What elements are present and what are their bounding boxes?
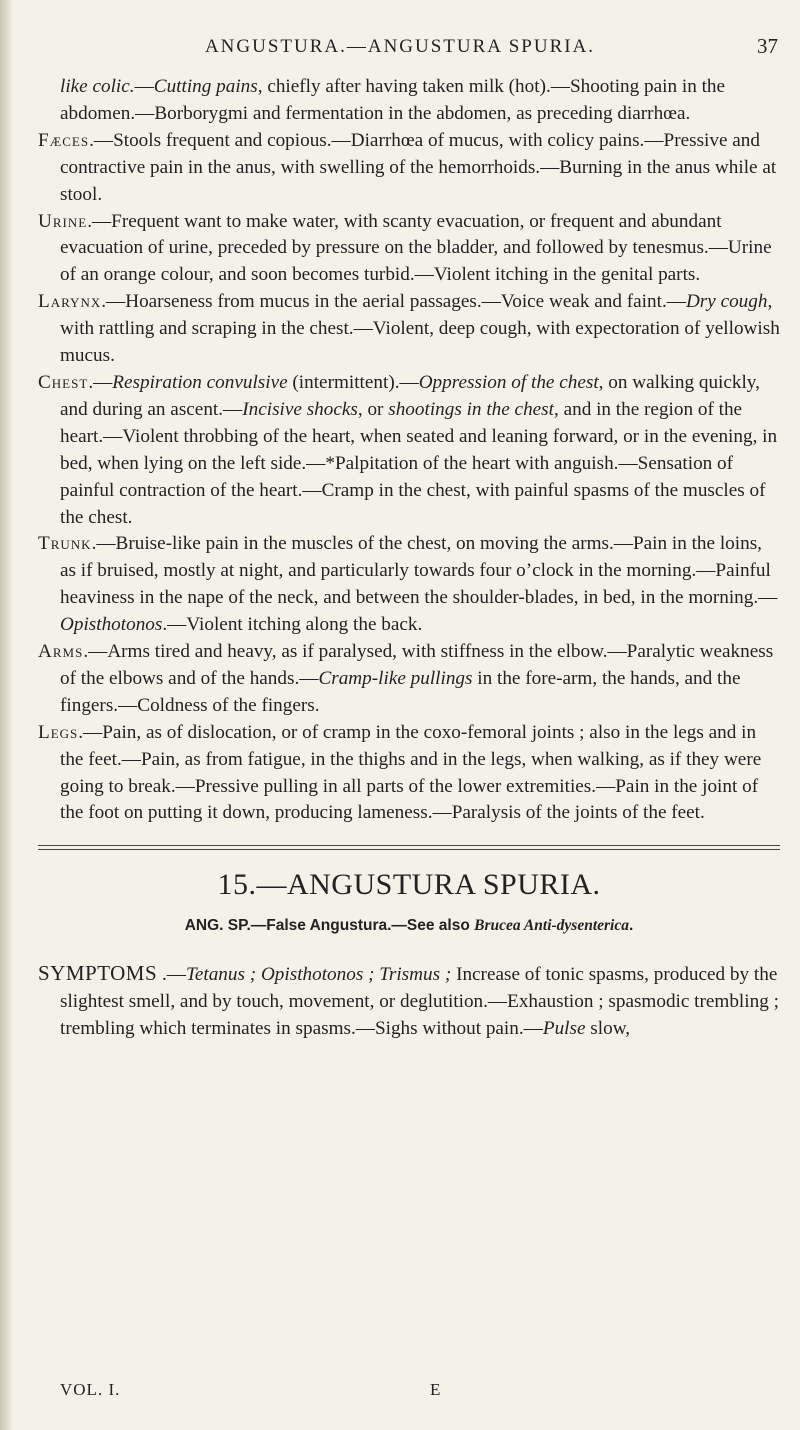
symptom-entry [38,74,780,128]
entry-heading: Larynx [38,291,102,313]
text-run: .—Frequent want to make water, with scanty evacuation, or frequent and abundant evacuation of urine, preceded by pressure on the bladder, and followed by tenesmus.—Urine of an orange colour, and soon becomes turbid.—Violent itching in the genital parts. [60,210,772,286]
symptom-entry [38,209,780,290]
section-rule-top [38,845,780,846]
section-title: 15.—ANGUSTURA SPURIA. [217,868,601,902]
italic-phrase: Opisthotonos [60,614,163,636]
synonym-line [38,913,780,940]
running-head [0,30,800,60]
italic-phrase: Tetanus ; Opisthotonos ; Trismus ; [185,964,452,986]
body-text [38,74,780,1043]
text-run: , chiefly after having taken milk (hot).—Shooting pain in the abdomen.—Borborygmi and fermentation in the abdomen, as preceding diarrhœa. [60,76,726,124]
symptom-entry [38,639,780,720]
signature-mark: E [430,1380,442,1399]
text-run: .—Pain, as of dislocation, or of cramp in the coxo-femoral joints ; also in the legs and in the feet.—Pain, as from fatigue, in the thighs and in the legs, when walking, as if they were going to break.—Pressive pulling in all parts of the lower extremities.—Pain in the joint of the foot on putting it down, producing lameness.—Paralysis of the joints of the feet. [60,721,762,824]
italic-phrase: shootings in the chest [388,398,554,420]
symptoms-lead: SYMPTOMS [38,961,158,986]
section-rule-bottom [38,849,780,850]
entry-heading: Legs [38,721,79,743]
symptom-entry [38,531,780,639]
italic-phrase: Respiration convulsive [112,371,288,393]
entry-heading: Fæces [38,129,90,151]
text-run: , and in the region of the heart.—Violent throbbing of the heart, when seated and leaning forward, or in the evening, in bed, when lying on the left side.—*Palpitation of the heart with anguish.—Sensation of painful contraction of the heart.—Cramp in the chest, with painful spasms of the muscles of the chest. [60,398,778,528]
text-run: in the fore-arm, the hands, and the fingers.—Coldness of the fingers. [60,667,741,716]
italic-phrase: Dry cough [685,291,768,313]
text-run: .—Bruise-like pain in the muscles of the chest, on moving the arms.—Pain in the loins, as if bruised, mostly at night, and particularly towards four o’clock in the morning.—Painful heaviness in the nape of the neck, and between the shoulder-blades, in bed, in the morning.— [60,533,778,609]
italic-phrase: Pulse [542,1018,586,1039]
symptom-entries [38,74,780,827]
entry-heading: Urine [38,210,88,232]
symptoms-paragraph [38,960,780,1043]
text-run: (intermittent).— [287,371,419,393]
italic-phrase: Cramp-like pullings [318,667,473,689]
page-footer [60,1380,760,1404]
synonym-text: ANG. SP.—False Angustura.—See also [184,917,475,935]
text-run: — [134,76,154,97]
italic-phrase: Oppression of the chest [418,371,599,393]
text-run: , or [357,398,389,420]
symptom-entry [38,720,780,828]
text-run: .—Arms tired and heavy, as if paralysed, with stiffness in the elbow.—Paralytic weakness of the elbows and of the hands.— [60,641,774,689]
entry-heading: Trunk [38,533,92,555]
synonym-crossref: Brucea Anti-dysenterica [474,917,629,935]
synonym-end: . [628,917,634,935]
italic-phrase: Incisive shocks [242,398,358,420]
symptom-entry [38,370,780,531]
symptom-entry [38,128,780,209]
text-run: .—Violent itching along the back. [162,614,423,636]
page-number: 37 [757,34,778,58]
volume-mark: VOL. I. [60,1380,121,1399]
text-run: .— [161,964,186,986]
text-run: .—Stools frequent and copious.—Diarrhœa of mucus, with colicy pains.—Pressive and contractive pain in the anus, with swelling of the hemorrhoids.—Burning in the anus while at stool. [60,129,777,205]
running-title: ANGUSTURA.—ANGUSTURA SPURIA. [204,36,596,57]
text-run: slow, [585,1018,631,1039]
text-run: , on walking quickly, and during an ascent.— [60,371,760,420]
symptom-entry [38,289,780,370]
italic-phrase: like colic. [60,76,135,97]
entry-heading: Arms [38,641,84,663]
entry-heading: Chest [38,371,89,393]
text-run: .—Hoarseness from mucus in the aerial passages.—Voice weak and faint.— [101,291,686,313]
text-run: Increase of tonic spasms, produced by the slightest smell, and by touch, movement, or deglutition.—Exhaustion ; spasmodic trembling ; trembling which terminates in spasms.—Sighs without pain.— [60,964,779,1039]
text-run: .— [88,371,113,393]
text-run: , with rattling and scraping in the chest.—Violent, deep cough, with expectoration of yellowish mucus. [60,291,780,367]
italic-phrase: Cutting pains [153,76,258,97]
